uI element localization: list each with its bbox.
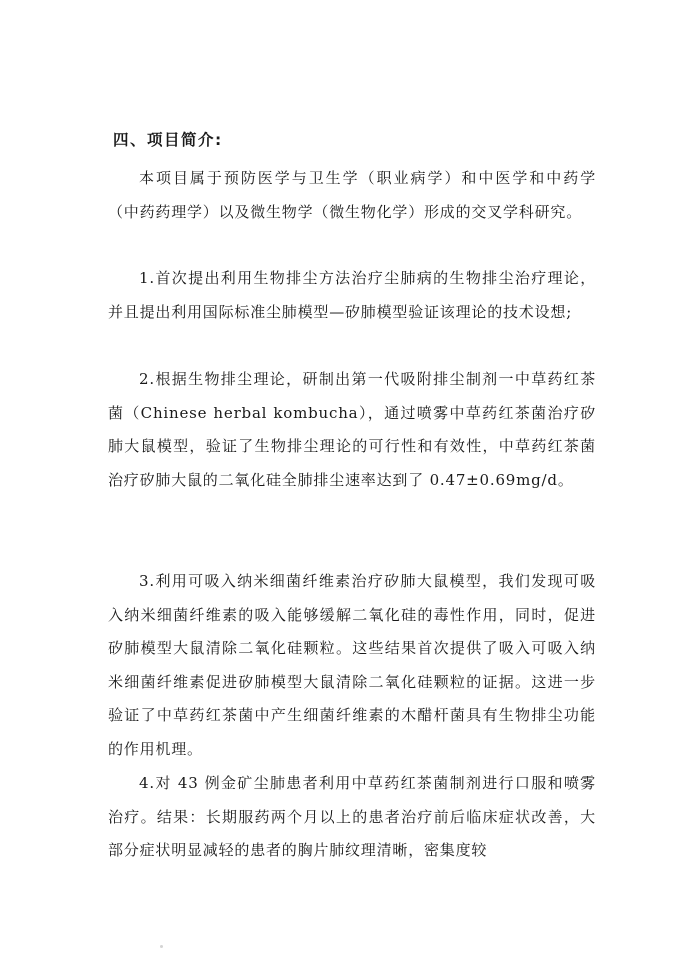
paragraph-intro: 本项目属于预防医学与卫生学（职业病学）和中医学和中药学（中药药理学）以及微生物学（微生物化学）形成的交叉学科研究。 [108,169,596,221]
scan-speck [160,945,163,948]
paragraph-item-2: 2.根据生物排尘理论，研制出第一代吸附排尘制剂一中草药红茶菌（Chinese herbal kombucha），通过喷雾中草药红茶菌治疗矽肺大鼠模型，验证了生物排尘理论的可行性和有效性，中草药红茶菌治疗矽肺大鼠的二氧化硅全肺排尘速率达到了 0.47±0.69mg/d。 [108,370,596,489]
paragraph-item-1: 1.首次提出利用生物排尘方法治疗尘肺病的生物排尘治疗理论，并且提出利用国际标准尘肺模型—矽肺模型验证该理论的技术设想; [108,269,596,321]
paragraph-item-4: 4.对 43 例金矿尘肺患者利用中草药红茶菌制剂进行口服和喷雾治疗。结果：长期服药两个月以上的患者治疗前后临床症状改善，大部分症状明显减轻的患者的胸片肺纹理清晰，密集度较 [108,774,596,860]
section-heading: 四、项目简介: [113,131,223,149]
paragraph-item-3: 3.利用可吸入纳米细菌纤维素治疗矽肺大鼠模型，我们发现可吸入纳米细菌纤维素的吸入能够缓解二氧化硅的毒性作用，同时，促进矽肺模型大鼠清除二氧化硅颗粒。这些结果首次提供了吸入可吸入纳米细菌纤维素促进矽肺模型大鼠清除二氧化硅颗粒的证据。这进一步验证了中草药红茶菌中产生细菌纤维素的木醋杆菌具有生物排尘功能的作用机理。 [108,572,596,758]
